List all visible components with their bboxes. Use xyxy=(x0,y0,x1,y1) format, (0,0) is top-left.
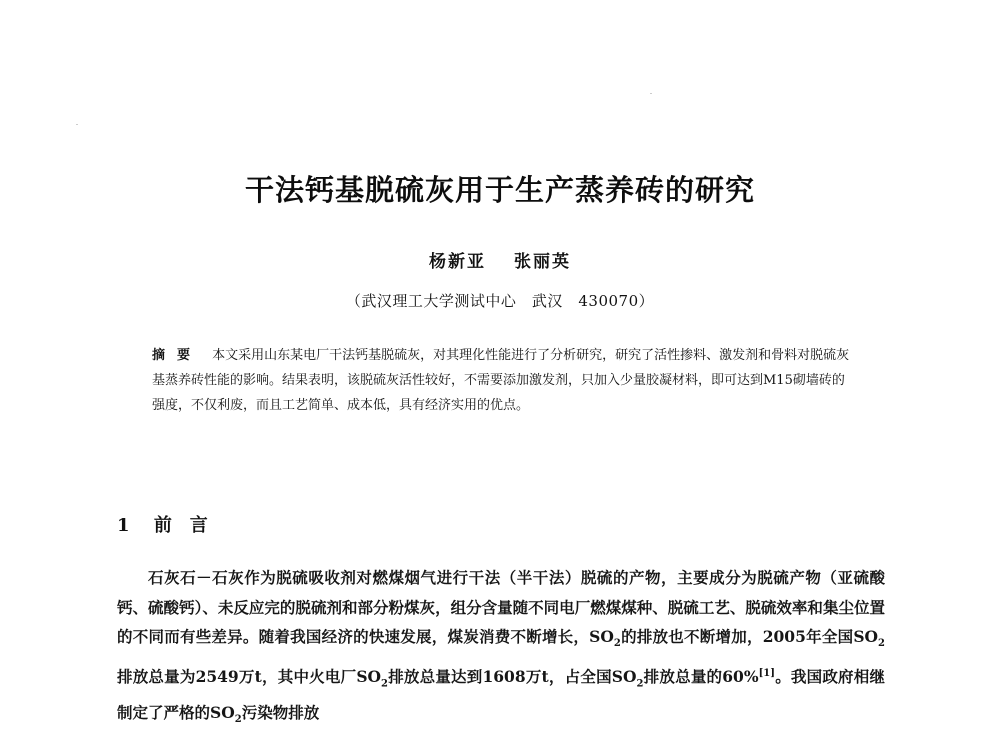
scan-speck xyxy=(650,93,652,94)
paper-title: 干法钙基脱硫灰用于生产蒸养砖的研究 xyxy=(244,173,755,207)
author-name: 杨新亚 xyxy=(429,252,487,272)
section-number: 1 xyxy=(117,515,130,536)
abstract xyxy=(152,343,852,418)
author-name: 张丽英 xyxy=(513,252,571,272)
citation-ref[interactable]: [1] xyxy=(758,667,775,679)
affiliation: （武汉理工大学测试中心 武汉 430070） xyxy=(345,292,655,310)
scan-speck xyxy=(76,124,78,125)
section-heading xyxy=(117,511,226,537)
body-paragraph: 石灰石－石灰作为脱硫吸收剂对燃煤烟气进行干法（半干法）脱硫的产物，主要成分为脱硫产物（亚硫酸钙、硫酸钙）、未反应完的脱硫剂和部分粉煤灰，组分含量随不同电厂燃煤煤种、脱硫工艺、脱硫效率和集尘位置的不同而有些差异。随着我国经济的快速发展，煤炭消费不断增长，$SO_2$的排放也不断增加，2005年全国$SO_2$排放总量为2549万t，其中火电厂$SO_2$排放总量达到1608万t，占全国$SO_2$排放总量的60%[1]。我国政府相继制定了严格的$SO_2$污染物排放 xyxy=(117,568,885,726)
section-title: 前言 xyxy=(153,515,226,536)
abstract-label: 摘要 xyxy=(152,348,203,363)
abstract-text: 本文采用山东某电厂干法钙基脱硫灰，对其理化性能进行了分析研究，研究了活性掺料、激发剂和骨料对脱硫灰基蒸养砖性能的影响。结果表明，该脱硫灰活性较好，不需要添加激发剂，只加入少量胶凝材料，即可达到M15砌墙砖的强度，不仅利废，而且工艺简单、成本低，具有经济实用的优点。 xyxy=(152,348,850,413)
authors xyxy=(0,247,1000,272)
